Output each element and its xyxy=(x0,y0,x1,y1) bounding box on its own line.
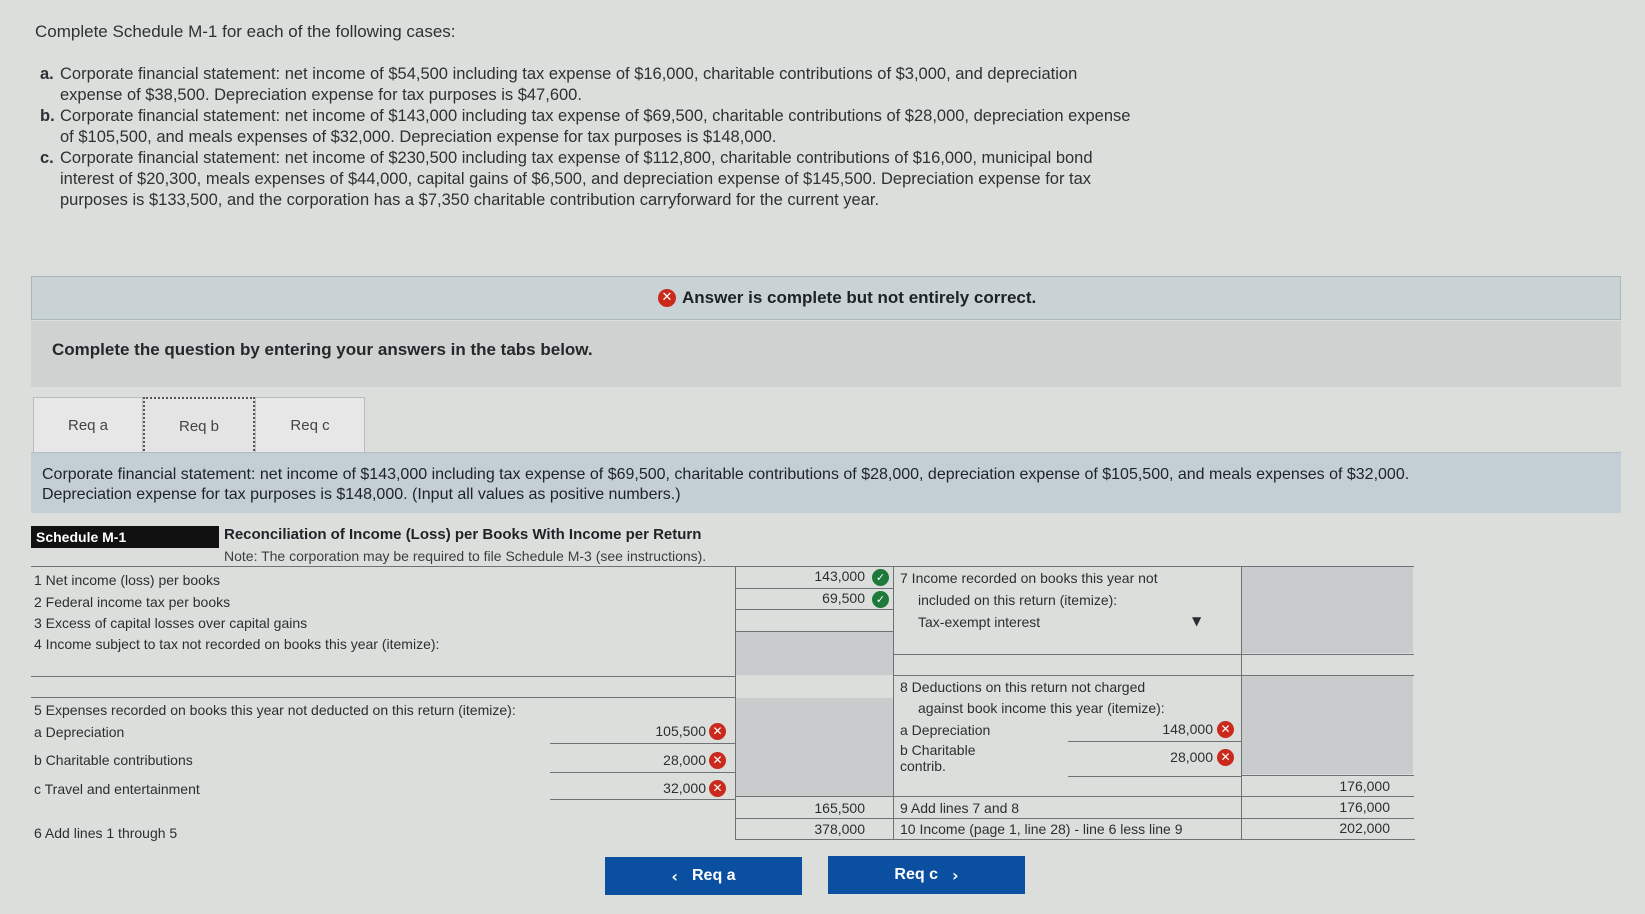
schedule-title: Reconciliation of Income (Loss) per Books With Income per Return xyxy=(224,526,702,543)
line-4-label: 4 Income subject to tax not recorded on books this year (itemize): xyxy=(34,636,440,652)
line-10-label: 10 Income (page 1, line 28) - line 6 less line 9 xyxy=(900,821,1183,837)
check-icon: ✓ xyxy=(872,569,889,586)
line-10-amount[interactable]: 202,000 xyxy=(1339,820,1390,836)
result-banner xyxy=(31,276,1621,320)
x-circle-icon: ✕ xyxy=(709,752,726,769)
part-b xyxy=(40,106,1140,148)
line-1-amount[interactable]: 143,000 xyxy=(814,568,865,584)
line-5-label: 5 Expenses recorded on books this year not deducted on this return (itemize): xyxy=(34,702,516,718)
line-5c-label: c Travel and entertainment xyxy=(34,781,200,797)
info-line-2: Depreciation expense for tax purposes is $148,000. (Input all values as positive numbers.) xyxy=(42,486,681,503)
part-letter: a. xyxy=(40,65,54,83)
divider xyxy=(550,799,735,800)
part-letter: b. xyxy=(40,107,55,125)
divider xyxy=(735,839,1415,840)
line-2-amount[interactable]: 69,500 xyxy=(822,590,865,606)
divider xyxy=(735,588,893,589)
part-letter: c. xyxy=(40,149,54,167)
part-text: Corporate financial statement: net income of $230,500 including tax expense of $112,800, charitable contributions of $16,000, municipal bond interest of $20,300, meals expenses of $44,000, capital gains of $6,500, and depreciation expense of $145,500. Depreciation expense for tax purposes is $133,500, and the corporation has a $7,350 charitable contribution carryforward for the current year. xyxy=(60,149,1093,209)
divider xyxy=(550,743,735,744)
divider xyxy=(735,609,893,610)
instructions-band xyxy=(31,321,1621,387)
line-3-label: 3 Excess of capital losses over capital gains xyxy=(34,615,308,631)
schedule-note: Note: The corporation may be required to file Schedule M-3 (see instructions). xyxy=(224,548,707,564)
banner-text: Answer is complete but not entirely correct. xyxy=(682,288,1037,307)
tab-req-a[interactable]: Req a xyxy=(33,397,143,453)
divider xyxy=(893,654,1414,655)
shaded-cell xyxy=(736,632,893,675)
line-8-total[interactable]: 176,000 xyxy=(1339,778,1390,794)
line-8-label-a: 8 Deductions on this return not charged xyxy=(900,679,1146,695)
part-a xyxy=(40,64,1140,106)
line-5b-label: b Charitable contributions xyxy=(34,752,193,768)
line-1-label: 1 Net income (loss) per books xyxy=(34,572,220,588)
req-tabs xyxy=(33,397,365,455)
x-circle-icon: ✕ xyxy=(1217,721,1234,738)
line-7-label-b: included on this return (itemize): xyxy=(918,592,1118,608)
x-circle-icon: ✕ xyxy=(658,289,676,307)
chevron-right-icon: › xyxy=(951,865,959,885)
info-line-1: Corporate financial statement: net income of $143,000 including tax expense of $69,500, charitable contributions of $28,000, depreciation expense of $105,500, and meals expenses of $32,000. xyxy=(42,466,1410,483)
prev-req-label: Req a xyxy=(692,867,736,884)
divider xyxy=(893,818,1414,819)
line-2-label: 2 Federal income tax per books xyxy=(34,594,231,610)
line-5a-label: a Depreciation xyxy=(34,724,125,740)
schedule-label: Schedule M-1 xyxy=(31,526,219,548)
divider xyxy=(893,796,1414,797)
instructions-text: Complete the question by entering your answers in the tabs below. xyxy=(52,340,593,359)
divider xyxy=(735,818,893,819)
line-8b-label-a: b Charitable xyxy=(900,742,976,758)
line-8a-label: a Depreciation xyxy=(900,722,991,738)
x-circle-icon: ✕ xyxy=(709,780,726,797)
banner-message xyxy=(658,288,1036,308)
line-5b-amount[interactable]: 28,000 xyxy=(663,752,706,768)
shaded-cell xyxy=(736,698,893,796)
chevron-left-icon: ‹ xyxy=(671,866,678,886)
next-req-button[interactable] xyxy=(828,856,1025,894)
divider xyxy=(1241,775,1414,776)
part-text: Corporate financial statement: net income of $143,000 including tax expense of $69,500, charitable contributions of $28,000, depreciation expense of $105,500, and meals expenses of $32,000. Depreciation expense for tax purposes is $148,000. xyxy=(60,107,1131,146)
dropdown-arrow-icon[interactable]: ▼ xyxy=(1192,614,1202,628)
divider xyxy=(1068,776,1241,777)
divider xyxy=(1068,741,1241,742)
info-text xyxy=(42,465,1409,505)
line-5a-amount[interactable]: 105,500 xyxy=(655,723,706,739)
next-req-label: Req c xyxy=(894,866,938,883)
part-text: Corporate financial statement: net income of $54,500 including tax expense of $16,000, charitable contributions of $3,000, and depreciation expense of $38,500. Depreciation expense for tax purposes is $47,600. xyxy=(60,65,1078,104)
x-circle-icon: ✕ xyxy=(709,723,726,740)
divider xyxy=(31,697,736,698)
line-8b-label xyxy=(900,742,976,774)
line-8a-amount[interactable]: 148,000 xyxy=(1162,721,1213,737)
line-6-label: 6 Add lines 1 through 5 xyxy=(34,825,178,841)
question-intro: Complete Schedule M-1 for each of the following cases: xyxy=(35,22,456,41)
tab-req-b[interactable]: Req b xyxy=(143,397,255,455)
line-9-amount[interactable]: 176,000 xyxy=(1339,799,1390,815)
line-7-item[interactable]: Tax-exempt interest xyxy=(918,614,1041,630)
line-5c-amount[interactable]: 32,000 xyxy=(663,780,706,796)
line-9-label: 9 Add lines 7 and 8 xyxy=(900,800,1020,816)
prev-req-button[interactable] xyxy=(605,857,802,895)
line-6-amount[interactable]: 378,000 xyxy=(814,821,865,837)
line-8b-label-b: contrib. xyxy=(900,758,946,774)
divider xyxy=(550,772,735,773)
line-5-total[interactable]: 165,500 xyxy=(814,800,865,816)
part-c xyxy=(40,148,1140,211)
column-rule xyxy=(893,566,894,839)
divider xyxy=(31,676,736,677)
x-circle-icon: ✕ xyxy=(1217,749,1234,766)
question-parts xyxy=(40,64,1140,211)
line-8-label-b: against book income this year (itemize): xyxy=(918,700,1165,716)
shaded-cell xyxy=(1242,567,1413,653)
requirement-info xyxy=(31,452,1621,513)
divider xyxy=(735,796,893,797)
divider xyxy=(31,566,1414,567)
line-8b-amount[interactable]: 28,000 xyxy=(1170,749,1213,765)
shaded-cell xyxy=(1242,676,1413,774)
check-icon: ✓ xyxy=(872,591,889,608)
line-7-label-a: 7 Income recorded on books this year not xyxy=(900,570,1158,586)
tab-req-c[interactable]: Req c xyxy=(255,397,365,453)
